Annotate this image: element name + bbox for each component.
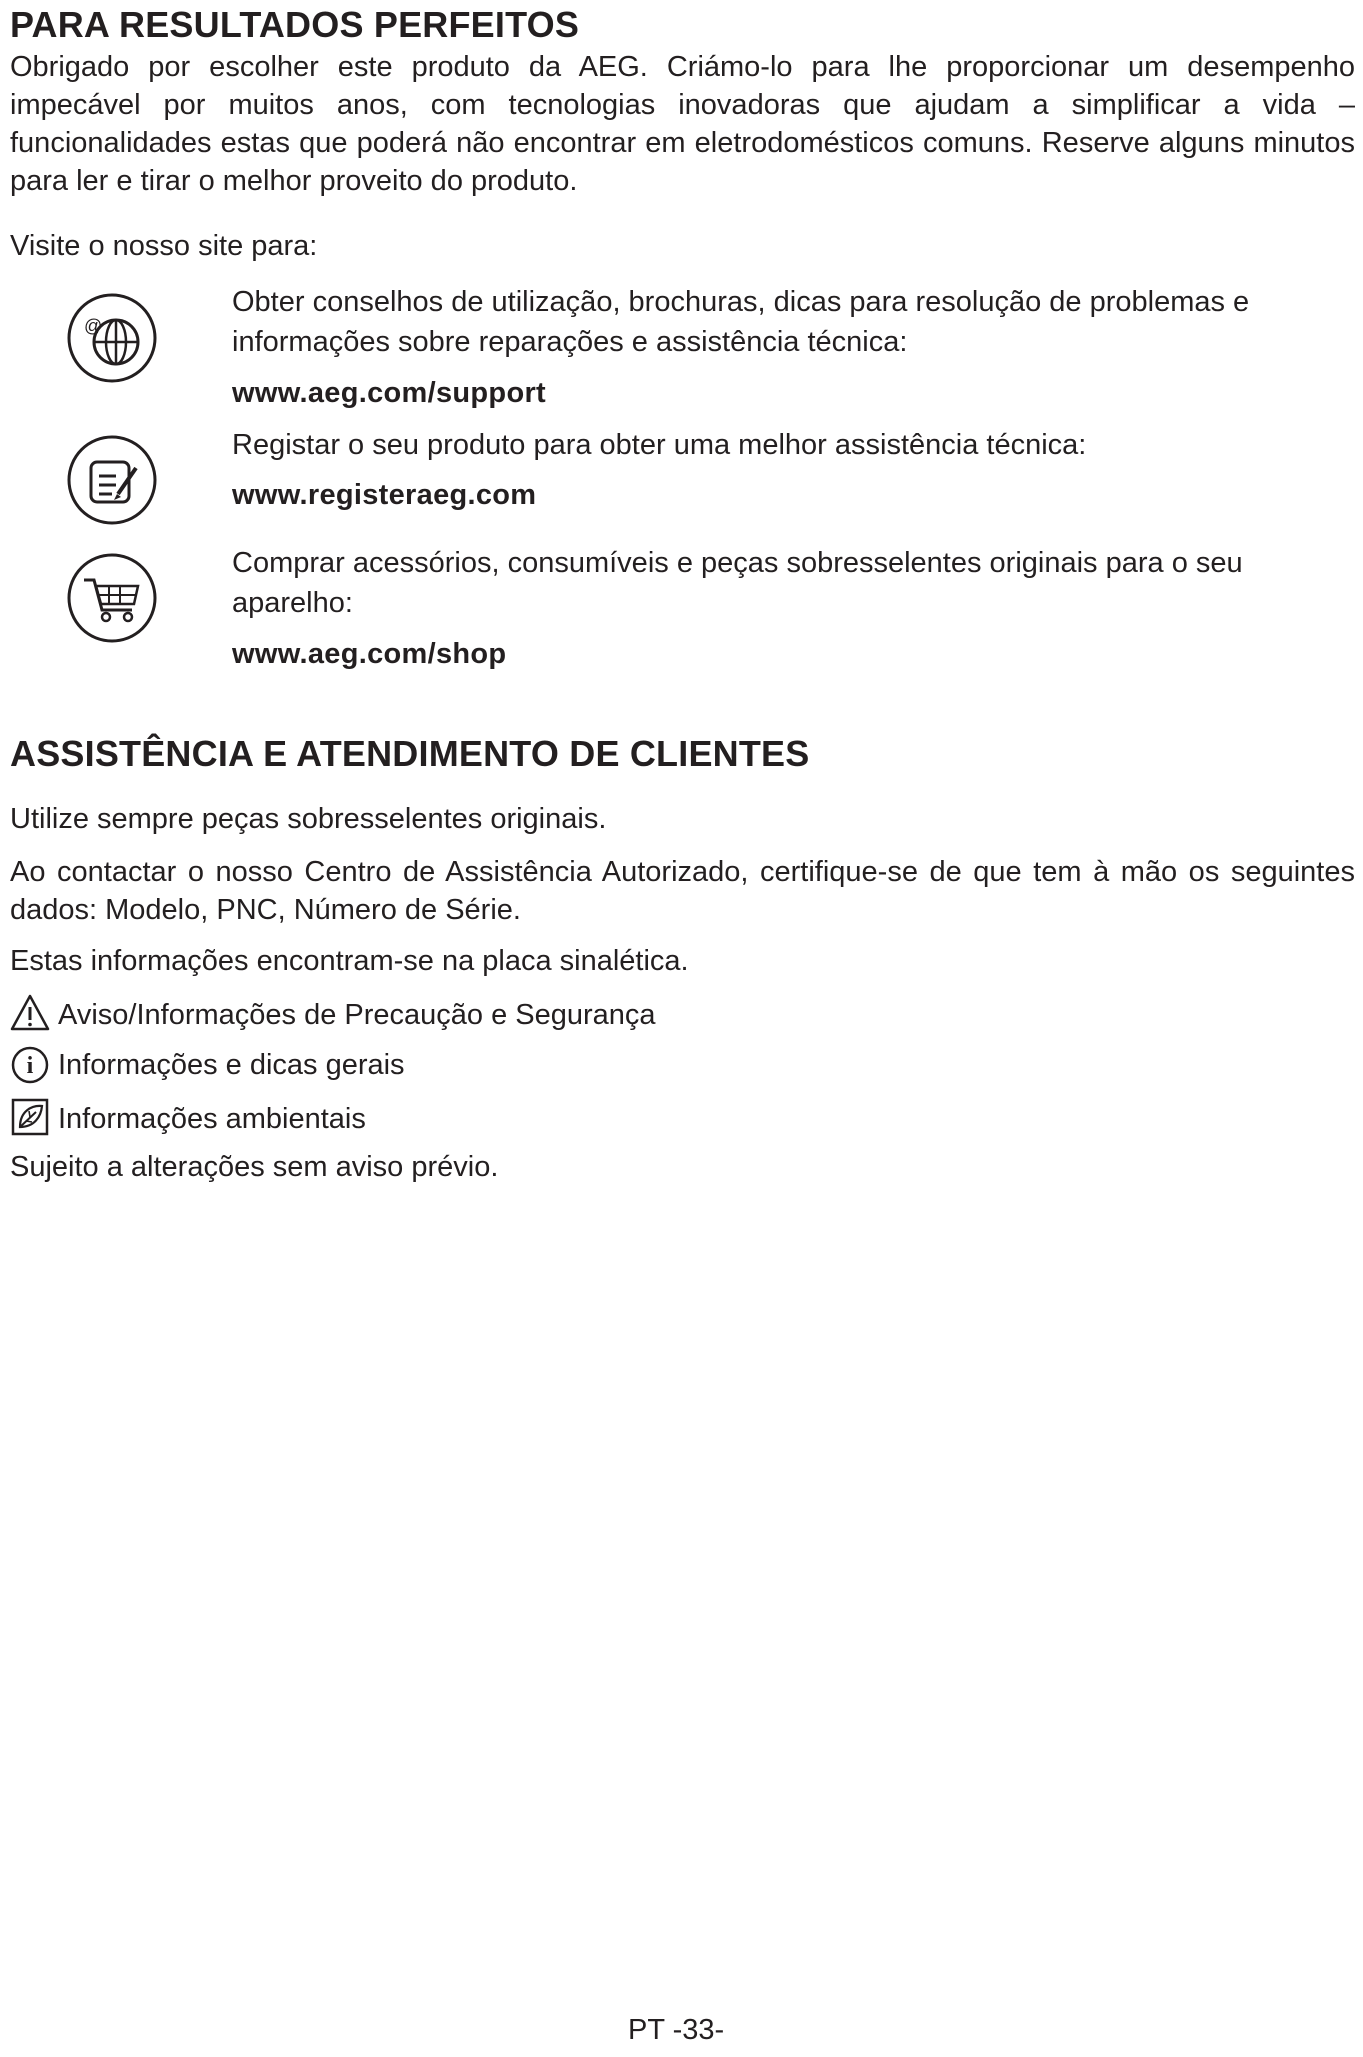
globe-icon xyxy=(64,290,160,386)
page-number: PT -33- xyxy=(628,2014,725,2046)
register-link[interactable]: www.registeraeg.com xyxy=(232,479,537,511)
register-icon xyxy=(64,432,160,528)
support-description: Obter conselhos de utilização, brochuras, dicas para resolução de problemas e informações sobre reparações e assistência técnica: xyxy=(232,286,1250,358)
cart-icon xyxy=(64,550,160,646)
warning-icon xyxy=(10,993,50,1033)
shop-link[interactable]: www.aeg.com/shop xyxy=(232,638,507,670)
subject-to-change-text: Sujeito a alterações sem aviso prévio. xyxy=(10,1151,499,1183)
support-link[interactable]: www.aeg.com/support xyxy=(232,377,546,409)
visit-site-text: Visite o nosso site para: xyxy=(10,230,318,262)
rating-plate-text: Estas informações encontram-se na placa sinalética. xyxy=(10,945,689,977)
info-icon xyxy=(10,1045,50,1085)
legend-environment-text: Informações ambientais xyxy=(58,1103,366,1135)
register-description: Registar o seu produto para obter uma melhor assistência técnica: xyxy=(232,429,1087,461)
svg-text:i: i xyxy=(26,1053,34,1079)
svg-text:@: @ xyxy=(84,316,103,336)
legend-warning-text: Aviso/Informações de Precaução e Segurança xyxy=(58,999,656,1031)
legend-info-text: Informações e dicas gerais xyxy=(58,1049,405,1081)
intro-paragraph: Obrigado por escolher este produto da AEG. Criámo-lo para lhe proporcionar um desempenho impecável por muitos anos, com tecnologias inovadoras que ajudam a simplificar a vida – funcionalidades estas que poderá não encontrar em eletrodomésticos comuns. Reserve alguns minutos para ler e tirar o melhor proveito do produto. xyxy=(10,51,1355,197)
section-title-perfect-results: PARA RESULTADOS PERFEITOS xyxy=(10,4,580,45)
contact-service-text: Ao contactar o nosso Centro de Assistência Autorizado, certifique-se de que tem à mão os seguintes dados: Modelo, PNC, Número de Série. xyxy=(10,856,1355,926)
section-title-customer-service: ASSISTÊNCIA E ATENDIMENTO DE CLIENTES xyxy=(10,733,810,774)
original-parts-text: Utilize sempre peças sobresselentes originais. xyxy=(10,803,607,835)
leaf-icon xyxy=(10,1097,50,1137)
shop-description: Comprar acessórios, consumíveis e peças sobresselentes originais para o seu aparelho: xyxy=(232,547,1243,619)
